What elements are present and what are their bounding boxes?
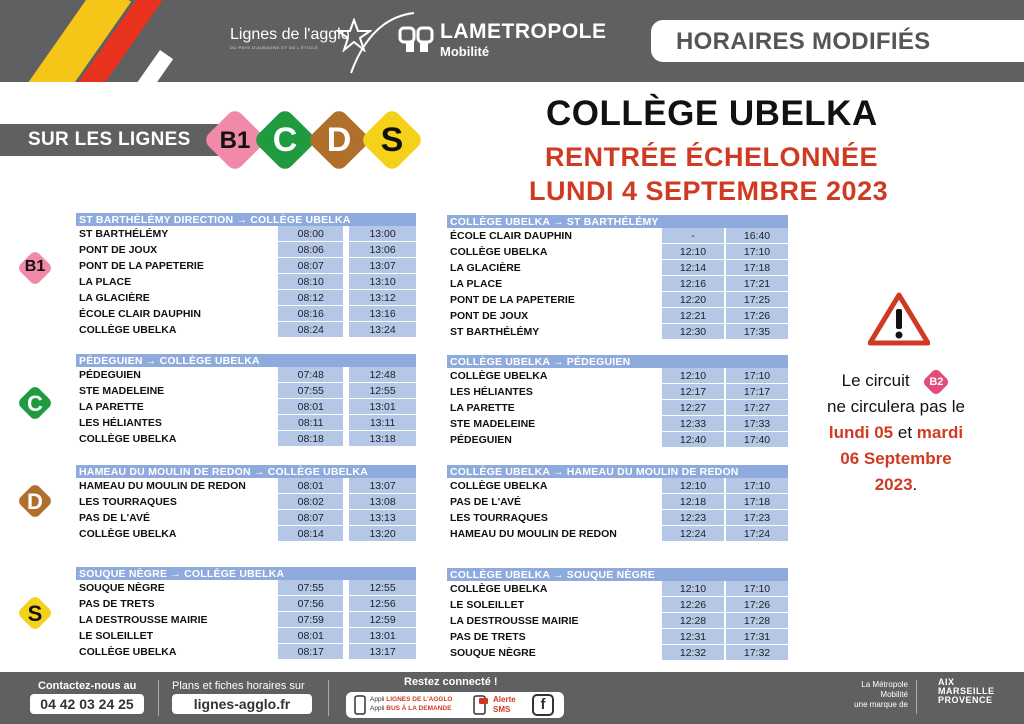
time-cell: 12:14: [662, 260, 724, 276]
time-cell: 12:26: [662, 597, 724, 613]
timetable-header: COLLÈGE UBELKA → ST BARTHÉLÉMY: [447, 215, 788, 228]
stop-name: SOUQUE NÈGRE: [447, 645, 662, 661]
stop-name: LA PARETTE: [76, 399, 278, 415]
footer-brand-line1: La Métropole: [861, 680, 908, 689]
table-row: [76, 431, 416, 447]
time-cell: 12:28: [662, 613, 724, 629]
time-cell: 12:10: [662, 244, 724, 260]
stop-name: LES HÉLIANTES: [447, 384, 662, 400]
smartphone-icon: [354, 695, 366, 715]
stop-name: PAS DE L'AVÉ: [447, 494, 662, 510]
time-cell: 12:55: [349, 383, 416, 399]
stop-name: COLLÈGE UBELKA: [76, 644, 278, 660]
time-cell: 08:00: [278, 226, 343, 242]
table-row: [447, 526, 788, 542]
row-badge-s-label: S: [27, 601, 43, 626]
notice-day1: lundi 05: [828, 423, 894, 442]
stop-name: COLLÈGE UBELKA: [447, 581, 662, 597]
footer-sms-alert[interactable]: [493, 695, 516, 715]
table-row: [76, 322, 416, 338]
table-row: [447, 597, 788, 613]
time-cell: 08:17: [278, 644, 343, 660]
row-badge-c-label: C: [27, 391, 43, 416]
table-row: [76, 628, 416, 644]
table-row: [76, 399, 416, 415]
stop-name: STE MADELEINE: [447, 416, 662, 432]
table-row: [447, 260, 788, 276]
lines-bar-label: SUR LES LIGNES: [28, 129, 191, 150]
time-cell: 17:10: [726, 244, 788, 260]
stop-name: ÉCOLE CLAIR DAUPHIN: [447, 228, 662, 244]
table-row: [76, 383, 416, 399]
time-cell: 12:23: [662, 510, 724, 526]
app2-prefix: Appli: [370, 705, 385, 712]
stop-name: PÉDEGUIEN: [447, 432, 662, 448]
table-row: [447, 416, 788, 432]
table-row: [447, 581, 788, 597]
table-row: [76, 612, 416, 628]
timetable-header: ST BARTHÉLÉMY DIRECTION → COLLÈGE UBELKA: [76, 213, 416, 226]
stop-name: COLLÈGE UBELKA: [447, 368, 662, 384]
time-cell: 17:27: [726, 400, 788, 416]
notice-line-badge: [922, 372, 950, 392]
page-subtitle-1: RENTRÉE ÉCHELONNÉE: [545, 142, 879, 172]
table-row: [447, 292, 788, 308]
stop-name: LA PARETTE: [447, 400, 662, 416]
notice-line4: 06 Septembre: [840, 449, 952, 468]
footer-connected-label: Restez connecté !: [404, 676, 498, 688]
time-cell: 13:11: [349, 415, 416, 431]
time-cell: 08:11: [278, 415, 343, 431]
time-cell: 17:23: [726, 510, 788, 526]
footer-amp-logo: [938, 678, 995, 705]
decor-stripe-white: [126, 50, 174, 82]
stop-name: STE MADELEINE: [76, 383, 278, 399]
sms-label-2: SMS: [493, 705, 511, 714]
amp-line3: PROVENCE: [938, 695, 993, 705]
table-row: [76, 478, 416, 494]
stop-name: LA GLACIÈRE: [447, 260, 662, 276]
amp-line1: AIX: [938, 677, 955, 687]
time-cell: 12:20: [662, 292, 724, 308]
brand-metropole: [440, 22, 607, 62]
time-cell: 13:20: [349, 526, 416, 542]
time-cell: 12:18: [662, 494, 724, 510]
table-row: [76, 526, 416, 542]
timetable-s-outbound: [76, 567, 416, 660]
time-cell: 08:02: [278, 494, 343, 510]
time-cell: 07:56: [278, 596, 343, 612]
time-cell: 07:48: [278, 367, 343, 383]
time-cell: 08:01: [278, 628, 343, 644]
time-cell: 12:59: [349, 612, 416, 628]
row-badge-b1-label: B1: [24, 258, 46, 275]
table-row: [76, 226, 416, 242]
app1-prefix: Appli: [370, 696, 385, 703]
timetable-header: SOUQUE NÈGRE → COLLÈGE UBELKA: [76, 567, 416, 580]
time-cell: 13:01: [349, 399, 416, 415]
time-cell: 08:07: [278, 258, 343, 274]
stop-name: PONT DE LA PAPETERIE: [447, 292, 662, 308]
time-cell: 17:10: [726, 368, 788, 384]
time-cell: 07:55: [278, 580, 343, 596]
table-row: [447, 244, 788, 260]
time-cell: 17:10: [726, 478, 788, 494]
time-cell: 12:17: [662, 384, 724, 400]
time-cell: -: [662, 228, 724, 244]
line-diamond-d-label: D: [326, 121, 352, 159]
time-cell: 08:06: [278, 242, 343, 258]
table-row: [447, 400, 788, 416]
time-cell: 07:59: [278, 612, 343, 628]
table-row: [447, 645, 788, 661]
timetable-c-return: [447, 355, 788, 448]
table-row: [447, 432, 788, 448]
table-row: [447, 613, 788, 629]
time-cell: 17:21: [726, 276, 788, 292]
stop-name: LA DESTROUSSE MAIRIE: [76, 612, 278, 628]
table-row: [447, 276, 788, 292]
notice-period: .: [912, 475, 918, 494]
time-cell: 16:40: [726, 228, 788, 244]
time-cell: 13:00: [349, 226, 416, 242]
stop-name: LE SOLEILLET: [76, 628, 278, 644]
time-cell: 13:12: [349, 290, 416, 306]
time-cell: 07:55: [278, 383, 343, 399]
time-cell: 12:27: [662, 400, 724, 416]
time-cell: 17:10: [726, 581, 788, 597]
line-diamond-c-label: C: [272, 121, 298, 159]
time-cell: 12:10: [662, 478, 724, 494]
time-cell: 13:13: [349, 510, 416, 526]
timetable-b1-return: [447, 215, 788, 340]
time-cell: 17:18: [726, 494, 788, 510]
time-cell: 17:40: [726, 432, 788, 448]
table-row: [447, 324, 788, 340]
header-badge-title: HORAIRES MODIFIÉS: [676, 28, 931, 55]
stop-name: ST BARTHÉLÉMY: [76, 226, 278, 242]
brand-metro-subtext: Mobilité: [440, 44, 490, 59]
table-row: [76, 510, 416, 526]
footer-divider: [328, 680, 329, 716]
table-row: [76, 290, 416, 306]
footer-divider: [158, 680, 159, 716]
timetable-header: COLLÈGE UBELKA → PÉDEGUIEN: [447, 355, 788, 368]
stop-name: PONT DE LA PAPETERIE: [76, 258, 278, 274]
timetable-s-return: [447, 568, 788, 661]
table-row: [76, 596, 416, 612]
time-cell: 12:24: [662, 526, 724, 542]
stop-name: LES TOURRAQUES: [447, 510, 662, 526]
stop-name: LA GLACIÈRE: [76, 290, 278, 306]
footer-phone[interactable]: 04 42 03 24 25: [30, 694, 144, 714]
line-diamond-b1-label: B1: [219, 127, 251, 154]
table-row: [447, 629, 788, 645]
footer-plans-label: Plans et fiches horaires sur: [172, 680, 305, 692]
table-row: [76, 274, 416, 290]
table-row: [76, 580, 416, 596]
table-row: [76, 415, 416, 431]
time-cell: 12:40: [662, 432, 724, 448]
time-cell: 08:14: [278, 526, 343, 542]
stop-name: COLLÈGE UBELKA: [76, 431, 278, 447]
timetable-header: COLLÈGE UBELKA → HAMEAU DU MOULIN DE REDON: [447, 465, 788, 478]
stop-name: LE SOLEILLET: [447, 597, 662, 613]
table-row: [76, 494, 416, 510]
table-row: [76, 644, 416, 660]
notice-line5: 2023: [874, 475, 913, 494]
stop-name: LES HÉLIANTES: [76, 415, 278, 431]
notice-line-badge-label: B2: [929, 375, 944, 388]
notice-and: et: [897, 423, 913, 442]
notice-line1: Le circuit: [841, 371, 910, 390]
page-title: COLLÈGE UBELKA: [546, 94, 878, 133]
time-cell: 08:10: [278, 274, 343, 290]
app-bus-demande-link[interactable]: BUS À LA DEMANDE: [386, 705, 452, 712]
time-cell: 08:18: [278, 431, 343, 447]
time-cell: 12:31: [662, 629, 724, 645]
time-cell: 12:30: [662, 324, 724, 340]
stop-name: HAMEAU DU MOULIN DE REDON: [447, 526, 662, 542]
time-cell: 13:01: [349, 628, 416, 644]
time-cell: 08:01: [278, 478, 343, 494]
stop-name: HAMEAU DU MOULIN DE REDON: [76, 478, 278, 494]
table-row: [447, 510, 788, 526]
footer-brand-line3: une marque de: [854, 700, 908, 709]
stop-name: PÉDEGUIEN: [76, 367, 278, 383]
time-cell: 13:18: [349, 431, 416, 447]
stop-name: LES TOURRAQUES: [76, 494, 278, 510]
stop-name: SOUQUE NÈGRE: [76, 580, 278, 596]
stop-name: PONT DE JOUX: [447, 308, 662, 324]
time-cell: 12:10: [662, 368, 724, 384]
brand-metro-text: LAMETROPOLE: [440, 20, 607, 43]
brand-agglo-subtext: DU PAYS D'AUBAGNE ET DE L'ÉTOILE: [230, 45, 319, 50]
time-cell: 08:07: [278, 510, 343, 526]
time-cell: 08:16: [278, 306, 343, 322]
time-cell: 13:10: [349, 274, 416, 290]
table-row: [76, 242, 416, 258]
time-cell: 12:55: [349, 580, 416, 596]
time-cell: 12:56: [349, 596, 416, 612]
time-cell: 17:26: [726, 597, 788, 613]
time-cell: 12:10: [662, 581, 724, 597]
table-row: [76, 306, 416, 322]
time-cell: 13:07: [349, 258, 416, 274]
time-cell: 13:17: [349, 644, 416, 660]
time-cell: 12:33: [662, 416, 724, 432]
notice-line2: ne circulera pas le: [827, 397, 965, 416]
time-cell: 17:26: [726, 308, 788, 324]
time-cell: 17:25: [726, 292, 788, 308]
table-row: [447, 478, 788, 494]
brand-agglo-text: Lignes de l'agglo: [230, 26, 350, 43]
time-cell: 13:08: [349, 494, 416, 510]
footer-brand: [836, 680, 908, 710]
row-badge-d-label: D: [27, 489, 43, 514]
timetable-header: PÉDEGUIEN → COLLÈGE UBELKA: [76, 354, 416, 367]
page-subtitle-2: LUNDI 4 SEPTEMBRE 2023: [529, 176, 889, 206]
stop-name: PAS DE TRETS: [447, 629, 662, 645]
time-cell: 12:21: [662, 308, 724, 324]
line-diamond-s-label: S: [380, 121, 404, 159]
stop-name: COLLÈGE UBELKA: [447, 478, 662, 494]
sms-label-1: Alerte: [493, 695, 516, 704]
time-cell: 17:33: [726, 416, 788, 432]
table-row: [447, 308, 788, 324]
time-cell: 13:06: [349, 242, 416, 258]
stop-name: LA DESTROUSSE MAIRIE: [447, 613, 662, 629]
app-lignes-agglo-link[interactable]: LIGNES DE L'AGGLO: [386, 696, 453, 703]
time-cell: 12:16: [662, 276, 724, 292]
facebook-icon[interactable]: f: [532, 694, 554, 716]
table-row: [447, 384, 788, 400]
timetable-c-outbound: [76, 354, 416, 447]
stop-name: LA PLACE: [76, 274, 278, 290]
stop-name: ST BARTHÉLÉMY: [447, 324, 662, 340]
stop-name: ÉCOLE CLAIR DAUPHIN: [76, 306, 278, 322]
stop-name: COLLÈGE UBELKA: [447, 244, 662, 260]
time-cell: 08:01: [278, 399, 343, 415]
time-cell: 17:35: [726, 324, 788, 340]
amp-line2: MARSEILLE: [938, 686, 995, 696]
stop-name: PONT DE JOUX: [76, 242, 278, 258]
time-cell: 13:07: [349, 478, 416, 494]
time-cell: 08:12: [278, 290, 343, 306]
time-cell: 13:16: [349, 306, 416, 322]
brand-lignes-agglo: [230, 26, 350, 50]
time-cell: 12:32: [662, 645, 724, 661]
stop-name: LA PLACE: [447, 276, 662, 292]
stop-name: COLLÈGE UBELKA: [76, 526, 278, 542]
table-row: [76, 258, 416, 274]
footer-brand-line2: Mobilité: [880, 690, 908, 699]
time-cell: 13:24: [349, 322, 416, 338]
table-row: [447, 228, 788, 244]
timetable-header: HAMEAU DU MOULIN DE REDON → COLLÈGE UBELKA: [76, 465, 416, 478]
metropole-logo-icon: [398, 24, 436, 54]
footer-contact-label: Contactez-nous au: [38, 680, 137, 692]
stop-name: PAS DE L'AVÉ: [76, 510, 278, 526]
time-cell: 17:24: [726, 526, 788, 542]
time-cell: 17:31: [726, 629, 788, 645]
notice-text: [808, 368, 984, 498]
table-row: [447, 368, 788, 384]
time-cell: 17:32: [726, 645, 788, 661]
notice-day2: mardi: [916, 423, 964, 442]
table-row: [76, 367, 416, 383]
time-cell: 17:18: [726, 260, 788, 276]
footer-website-link[interactable]: lignes-agglo.fr: [172, 694, 312, 714]
time-cell: 08:24: [278, 322, 343, 338]
time-cell: 17:17: [726, 384, 788, 400]
timetable-b1-outbound: [76, 213, 416, 338]
stop-name: PAS DE TRETS: [76, 596, 278, 612]
table-row: [447, 494, 788, 510]
sms-phone-icon: [473, 695, 489, 715]
time-cell: 12:48: [349, 367, 416, 383]
footer-app-list: [370, 695, 452, 713]
stop-name: COLLÈGE UBELKA: [76, 322, 278, 338]
timetable-d-outbound: [76, 465, 416, 542]
timetable-d-return: [447, 465, 788, 542]
timetable-header: COLLÈGE UBELKA → SOUQUE NÈGRE: [447, 568, 788, 581]
warning-icon: [868, 292, 930, 346]
time-cell: 17:28: [726, 613, 788, 629]
footer-divider: [916, 680, 917, 714]
